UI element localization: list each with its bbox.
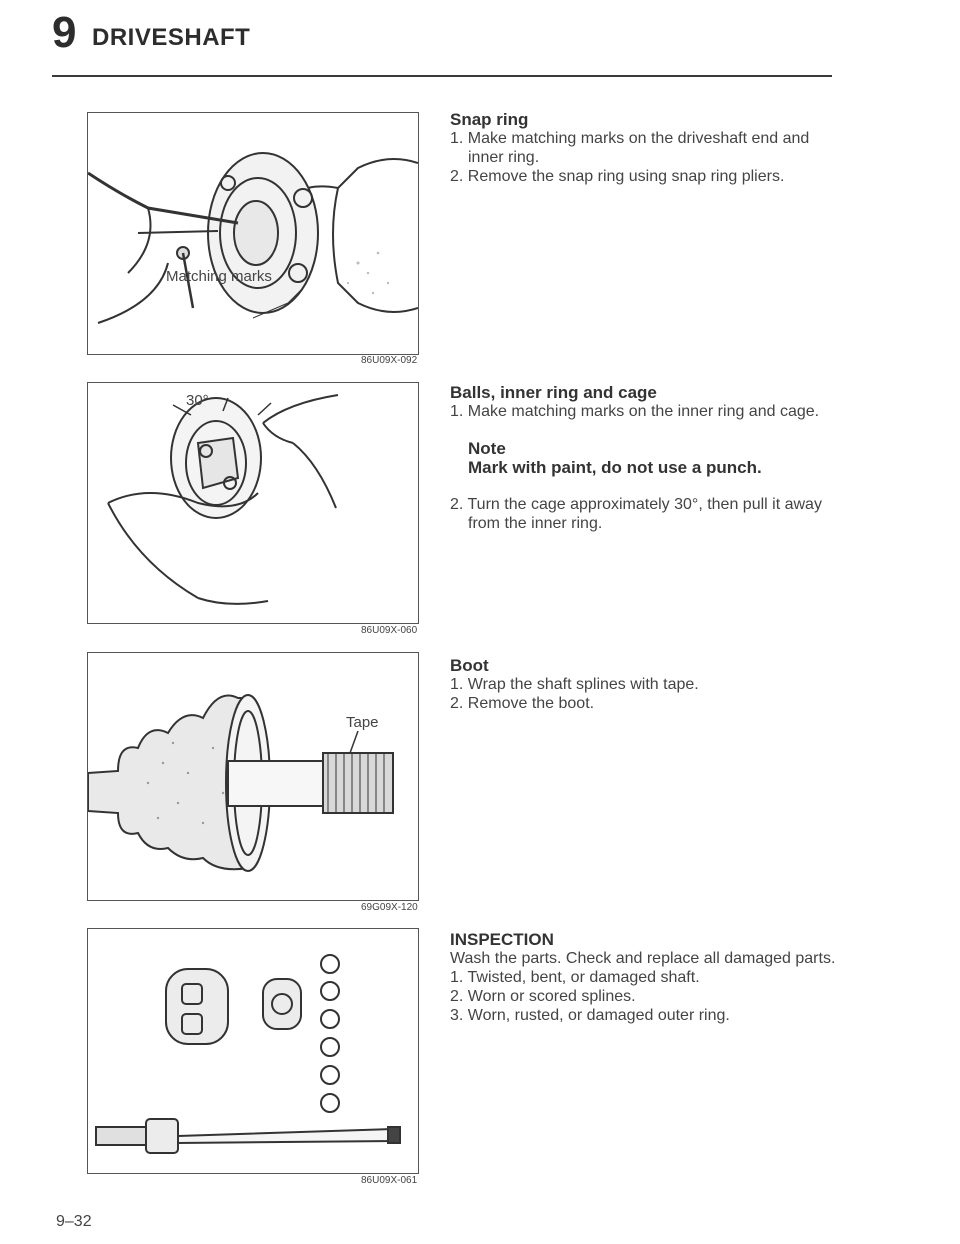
snap-ring-step-1: 1. Make matching marks on the driveshaft end and inner ring. bbox=[450, 130, 810, 166]
figure-code-4: 86U09X-061 bbox=[361, 1175, 418, 1186]
inspection-intro: Wash the parts. Check and replace all damaged parts. bbox=[450, 950, 836, 967]
inspection-heading: INSPECTION bbox=[450, 930, 554, 949]
inspection-item-2: 2. Worn or scored splines. bbox=[450, 988, 636, 1005]
figure-boot-removal bbox=[87, 652, 419, 901]
chapter-number: 9 bbox=[52, 8, 77, 57]
balls-heading: Balls, inner ring and cage bbox=[450, 383, 657, 402]
note-block bbox=[468, 439, 840, 477]
boot-step-1: 1. Wrap the shaft splines with tape. bbox=[450, 676, 699, 693]
angle-label: 30° bbox=[186, 392, 209, 409]
section-inspection bbox=[450, 930, 840, 1025]
snap-ring-heading: Snap ring bbox=[450, 110, 529, 129]
chapter-title: DRIVESHAFT bbox=[92, 24, 251, 51]
note-text: Mark with paint, do not use a punch. bbox=[468, 458, 762, 477]
figure-code-3: 69G09X-120 bbox=[361, 902, 418, 913]
tape-label: Tape bbox=[346, 714, 379, 731]
cage-rotation-illustration bbox=[88, 383, 418, 623]
figure-cage-rotation bbox=[87, 382, 419, 624]
note-title: Note bbox=[468, 439, 506, 458]
header-rule bbox=[52, 75, 832, 77]
figure-snap-ring bbox=[87, 112, 419, 355]
parts-illustration bbox=[88, 929, 418, 1173]
figure-parts bbox=[87, 928, 419, 1174]
section-boot bbox=[450, 656, 840, 713]
inspection-item-3: 3. Worn, rusted, or damaged outer ring. bbox=[450, 1007, 730, 1024]
balls-step-1: 1. Make matching marks on the inner ring and cage. bbox=[450, 403, 820, 420]
section-balls bbox=[450, 383, 840, 533]
matching-marks-label: Matching marks bbox=[166, 268, 272, 285]
figure-code-2: 86U09X-060 bbox=[361, 625, 418, 636]
balls-step-2: 2. Turn the cage approximately 30°, then pull it away from the inner ring. bbox=[450, 496, 822, 532]
snap-ring-illustration bbox=[88, 113, 418, 354]
snap-ring-step-2: 2. Remove the snap ring using snap ring pliers. bbox=[450, 168, 785, 185]
boot-illustration bbox=[88, 653, 418, 900]
page-number: 9–32 bbox=[56, 1213, 92, 1230]
figure-code-1: 86U09X-092 bbox=[361, 355, 418, 366]
inspection-item-1: 1. Twisted, bent, or damaged shaft. bbox=[450, 969, 700, 986]
boot-heading: Boot bbox=[450, 656, 489, 675]
section-snap-ring bbox=[450, 110, 840, 186]
boot-step-2: 2. Remove the boot. bbox=[450, 695, 595, 712]
